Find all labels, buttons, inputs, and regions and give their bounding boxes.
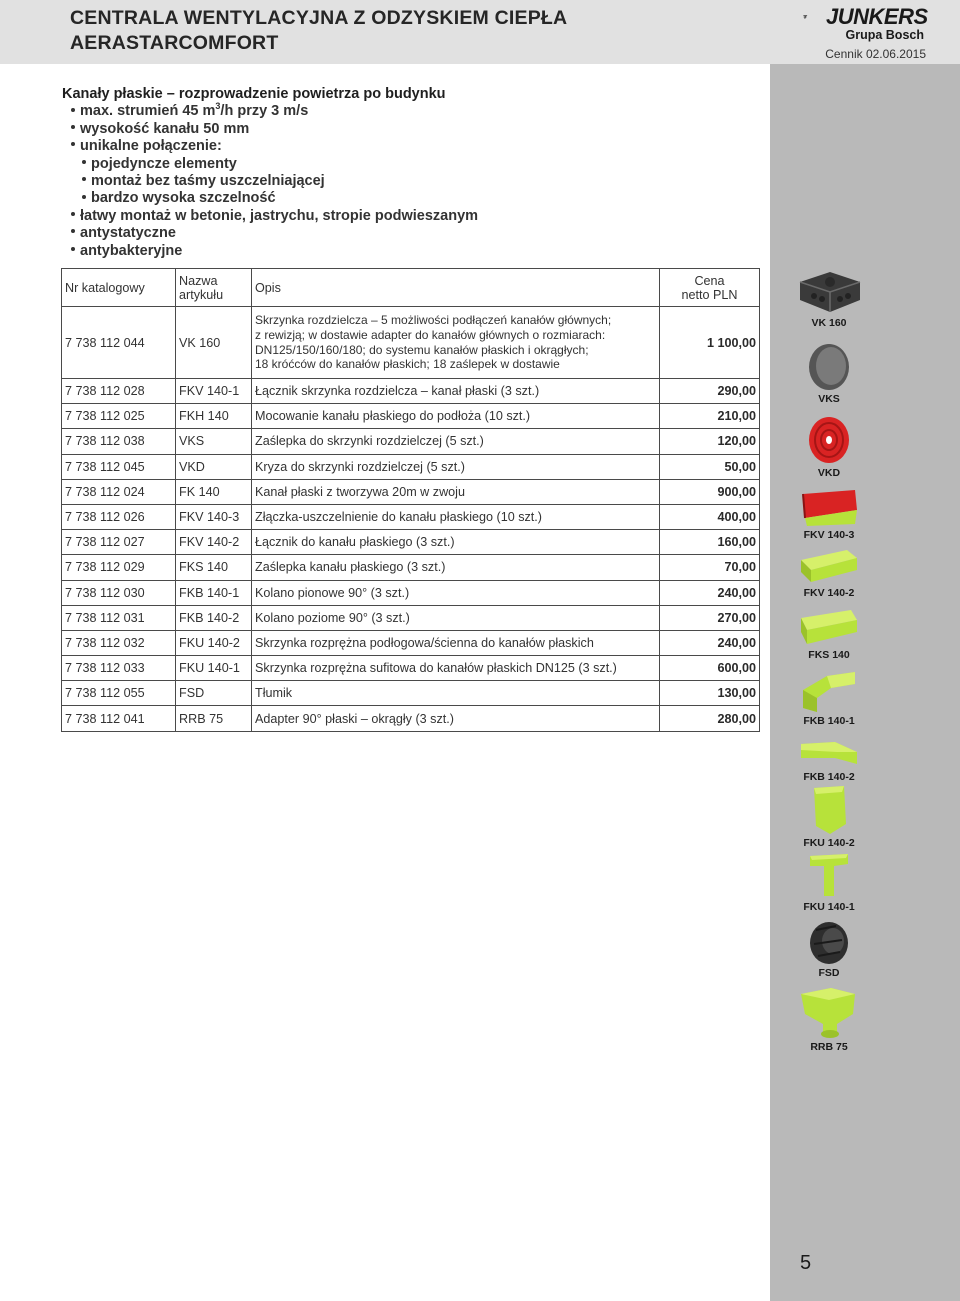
catalog-number: 7 738 112 025 [62,404,176,429]
article-name: VK 160 [176,307,252,379]
distribution-box-icon [794,270,864,316]
article-name: VKD [176,454,252,479]
table-row [62,479,760,504]
net-price: 900,00 [660,479,760,504]
feature-item: wysokość kanału 50 mm [62,121,478,138]
table-row [62,630,760,655]
article-name: FKU 140-2 [176,630,252,655]
flat-round-adapter-icon [797,984,861,1040]
table-row [62,530,760,555]
net-price: 210,00 [660,404,760,429]
bullet-icon [82,160,86,164]
intro-heading: Kanały płaskie – rozprowadzenie powietrza po budynku [62,86,446,102]
description: Zaślepka do skrzynki rozdzielczej (5 szt.) [252,429,660,454]
net-price: 240,00 [660,580,760,605]
page-title [70,6,567,56]
description: Adapter 90° płaski – okrągły (3 szt.) [252,706,660,731]
thumb-fkv1402: FKV 140-2 [770,546,888,599]
bullet-icon [71,247,75,251]
description: Łącznik do kanału płaskiego (3 szt.) [252,530,660,555]
table-row [62,404,760,429]
thumb-fku1401: FKU 140-1 [770,850,888,913]
feature-subitem: bardzo wysoka szczelność [62,190,478,207]
duct-connector-icon [797,546,861,586]
catalog-number: 7 738 112 045 [62,454,176,479]
description: Zaślepka kanału płaskiego (3 szt.) [252,555,660,580]
table-row [62,681,760,706]
feature-item: antystatyczne [62,225,478,242]
bullet-icon [71,142,75,146]
thumb-fkb1401: FKB 140-1 [770,668,888,727]
catalog-number: 7 738 112 041 [62,706,176,731]
bullet-icon [71,125,75,129]
brand-group: Grupa Bosch [845,28,924,42]
net-price: 50,00 [660,454,760,479]
catalog-number: 7 738 112 032 [62,630,176,655]
bullet-icon [82,195,86,199]
table-row [62,656,760,681]
table-row [62,605,760,630]
description: Kryza do skrzynki rozdzielczej (5 szt.) [252,454,660,479]
catalog-number: 7 738 112 038 [62,429,176,454]
net-price: 270,00 [660,605,760,630]
table-row [62,429,760,454]
title-line-2: AERASTARCOMFORT [70,32,279,54]
catalog-number: 7 738 112 030 [62,580,176,605]
table-row [62,580,760,605]
thumb-rrb75: RRB 75 [770,984,888,1053]
vertical-elbow-icon [797,668,861,714]
net-price: 290,00 [660,379,760,404]
net-price: 130,00 [660,681,760,706]
header-price: Cena netto PLN [660,269,760,307]
net-price: 120,00 [660,429,760,454]
orifice-ring-icon [804,414,854,466]
article-name: FKV 140-3 [176,504,252,529]
article-name: FKU 140-1 [176,656,252,681]
description: Skrzynka rozdzielcza – 5 możliwości podłączeń kanałów głównych; z rewizją; w dostawie adapter do kanałów głównych o rozmiarach: DN125/150/160/180; do systemu kanałów płaskich i okrągłych; 18 króćców do kanałów płaskich; 18 zaślepek w dostawie [252,307,660,379]
bullet-icon [71,212,75,216]
seal-connector-icon [799,488,859,528]
page-number: 5 [800,1252,812,1274]
bullet-icon [71,229,75,233]
net-price: 70,00 [660,555,760,580]
description: Mocowanie kanału płaskiego do podłoża (10 szt.) [252,404,660,429]
table-header-row [62,269,760,307]
duct-end-cap-icon [797,606,861,648]
article-name: FSD [176,681,252,706]
header-description: Opis [252,269,660,307]
header-name: Nazwa artykułu [176,269,252,307]
net-price: 1 100,00 [660,307,760,379]
thumb-fkv1403: FKV 140-3 [770,488,888,541]
silencer-icon [806,920,852,966]
page-header [0,0,960,64]
feature-subitem: montaż bez taśmy uszczelniającej [62,173,478,190]
net-price: 160,00 [660,530,760,555]
table-row [62,379,760,404]
thumb-fsd: FSD [770,920,888,979]
floor-plenum-box-icon [804,784,854,836]
catalog-number: 7 738 112 029 [62,555,176,580]
article-name: FKV 140-1 [176,379,252,404]
junkers-logo-icon [803,6,827,28]
catalog-number: 7 738 112 044 [62,307,176,379]
thumb-fkb1402: FKB 140-2 [770,738,888,783]
net-price: 280,00 [660,706,760,731]
title-line-1: CENTRALA WENTYLACYJNA Z ODZYSKIEM CIEPŁA [70,7,568,29]
end-cap-icon [804,342,854,392]
feature-item: unikalne połączenie: [62,138,478,155]
net-price: 240,00 [660,630,760,655]
article-name: FKH 140 [176,404,252,429]
ceiling-plenum-box-icon [804,850,854,900]
feature-subitem: pojedyncze elementy [62,156,478,173]
feature-item: max. strumień 45 $m^3/h$ przy 3 m/s [62,103,478,120]
table-row [62,504,760,529]
description: Złączka-uszczelnienie do kanału płaskiego (10 szt.) [252,504,660,529]
price-list-date: Cennik 02.06.2015 [825,47,926,61]
bullet-icon [71,108,75,112]
description: Kolano pionowe 90° (3 szt.) [252,580,660,605]
description: Łącznik skrzynka rozdzielcza – kanał płaski (3 szt.) [252,379,660,404]
catalog-number: 7 738 112 031 [62,605,176,630]
thumb-vk160: VK 160 [770,270,888,329]
bullet-icon [82,177,86,181]
brand-wordmark: JUNKERS [826,4,928,29]
net-price: 400,00 [660,504,760,529]
horizontal-elbow-icon [797,738,861,770]
article-name: VKS [176,429,252,454]
net-price: 600,00 [660,656,760,681]
article-name: FKB 140-2 [176,605,252,630]
thumb-vkd: VKD [770,414,888,479]
feature-item: antybakteryjne [62,243,478,260]
table-row [62,706,760,731]
article-name: FKS 140 [176,555,252,580]
product-price-table [61,268,760,732]
catalog-number: 7 738 112 033 [62,656,176,681]
catalog-number: 7 738 112 028 [62,379,176,404]
article-name: RRB 75 [176,706,252,731]
thumb-fks140: FKS 140 [770,606,888,661]
article-name: FKB 140-1 [176,580,252,605]
table-row [62,555,760,580]
description: Skrzynka rozprężna sufitowa do kanałów płaskich DN125 (3 szt.) [252,656,660,681]
description: Tłumik [252,681,660,706]
table-row [62,454,760,479]
table-row [62,307,760,379]
article-name: FKV 140-2 [176,530,252,555]
catalog-number: 7 738 112 026 [62,504,176,529]
description: Kanał płaski z tworzywa 20m w zwoju [252,479,660,504]
thumb-vks: VKS [770,342,888,405]
description: Kolano poziome 90° (3 szt.) [252,605,660,630]
catalog-number: 7 738 112 024 [62,479,176,504]
intro-features [62,86,478,260]
feature-item: łatwy montaż w betonie, jastrychu, stropie podwieszanym [62,208,478,225]
catalog-number: 7 738 112 055 [62,681,176,706]
catalog-number: 7 738 112 027 [62,530,176,555]
header-catalog: Nr katalogowy [62,269,176,307]
article-name: FK 140 [176,479,252,504]
thumb-fku1402: FKU 140-2 [770,784,888,849]
description: Skrzynka rozprężna podłogowa/ścienna do kanałów płaskich [252,630,660,655]
